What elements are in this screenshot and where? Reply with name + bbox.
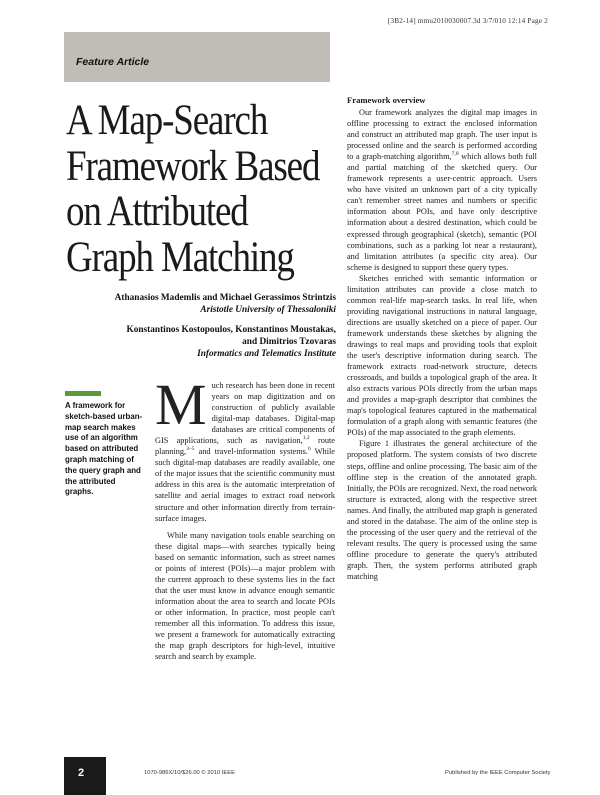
section-label: Feature Article [76, 56, 150, 68]
citation: 3–5 [186, 446, 195, 453]
title-line: Framework Based [66, 142, 320, 190]
paragraph: While many navigation tools enable searching on these digital maps—with searches typically being based on semantic information, such as street names or points of interest (POIs)—a major problem with the current approach to these systems lies in the fact that the user must know in advance enough semantic information about the area to search and locate POIs or other information. In practice, most people can't remember all this information. To address this issue, we present a framework for automatically extracting the map graph descriptors for high-level, intuitive search and search by example. [155, 530, 335, 662]
header-meta: [3B2-14] mmu2010030007.3d 3/7/010 12:14 Page 2 [387, 17, 548, 25]
author-block-2 [36, 324, 336, 360]
text-run: uch research has been done in recent years on map digitization and on construction of publicly available digital-map databases. Digital-map databases are critical components of GIS applications, such as navigation, [155, 381, 335, 446]
citation: 6 [307, 446, 311, 453]
author-affiliation: Aristotle University of Thessaloniki [200, 305, 336, 315]
citation: 1,2 [302, 435, 310, 442]
text-run: Our framework analyzes the digital map images in offline processing to extract the enclosed information and construct an attributed map graph. The user input is processed online and the search is performed according to a graph-matching algorithm, [347, 108, 537, 162]
title-line: Graph Matching [66, 233, 294, 281]
body-column-1 [155, 372, 335, 662]
drop-cap: M [155, 372, 207, 437]
title-line: A Map-Search [66, 97, 268, 144]
text-run: and travel-information systems. [194, 447, 308, 457]
title-line: on Attributed [66, 188, 248, 235]
citation: 7,8 [451, 151, 459, 158]
paragraph: Figure 1 illustrates the general architecture of the proposed platform. The system consists of two discrete steps, offline and online processing. The basic aim of the offline step is the creation of the annotated graph. Initially, the POIs are recognized. Next, the road network structure is extracted, along with the respective street names. And finally, the attributed map graph is generated and stored in the database. The aim of the online step is the processing of the user query and the retrieval of the relevant results. The query is processed using the same offline procedure to generate the query's attributed graph. Then, the system performs attributed graph matching [347, 439, 537, 581]
text-run: which allows both full and partial matching of the sketched query. Our framework represents a user-centric approach. Users who have visited an unknown part of a city typically can't remember street names and numbers or specific information about POIs, and have only descriptive information about a desired destination, which could be expressed through geographical (sketch), semantic (POI combinations, such as a parking lot near a restaurant), and limitation attributes (a specific city area). Our scheme is designed to support these query types. [347, 152, 537, 272]
body-column-2 [347, 95, 537, 582]
page-number-box [64, 757, 106, 795]
section-band [64, 32, 330, 82]
paragraph [155, 372, 335, 524]
author-names: Konstantinos Kostopoulos, Konstantinos Moustakas, [126, 325, 336, 335]
author-affiliation: Informatics and Telematics Institute [197, 349, 336, 359]
footer-publisher: Published by the IEEE Computer Society [445, 770, 551, 776]
text-run: While such digital-map databases are readily available, one of the major issues that the scientific community must address in this area is the automatic interpretation of satellite and aerial images to extract road network structure and other information directly from terrain-surface images. [155, 447, 335, 523]
page-number: 2 [78, 767, 85, 779]
author-block-1 [36, 292, 336, 316]
paragraph: Sketches enriched with semantic information or limitation attributes can provide a close match to common real-life map-search tasks. In real life, when providing navigational instructions in natural language, directions are usually sketched on a piece of paper. Our framework understands these sketches by aligning the drawings to real maps and providing tools that exploit the user's descriptive information during search. The framework extracts road-network structure, detects crossroads, and builds a topological graph of the area. It also extracts various POIs directly from the urban maps and provides a map-graph descriptor that combines the map's topological features captured in the mathematical formulation of a graph along with semantic features (the POIs) of the map associated to the graph elements. [347, 273, 537, 438]
author-names: Athanasios Mademlis and Michael Gerassimos Strintzis [114, 293, 336, 303]
paragraph [347, 107, 537, 273]
footer-copyright: 1070-986X/10/$26.00 © 2010 IEEE [144, 770, 235, 776]
section-heading: Framework overview [347, 95, 426, 105]
abstract-text: A framework for sketch-based urban-map search makes use of an algorithm based on attributed graph matching of the query graph and the attributed graphs. [65, 401, 143, 497]
text-run: route planning, [155, 436, 335, 457]
article-title [66, 97, 320, 281]
author-names: and Dimitrios Tzovaras [242, 337, 336, 347]
abstract-rule [65, 391, 101, 396]
